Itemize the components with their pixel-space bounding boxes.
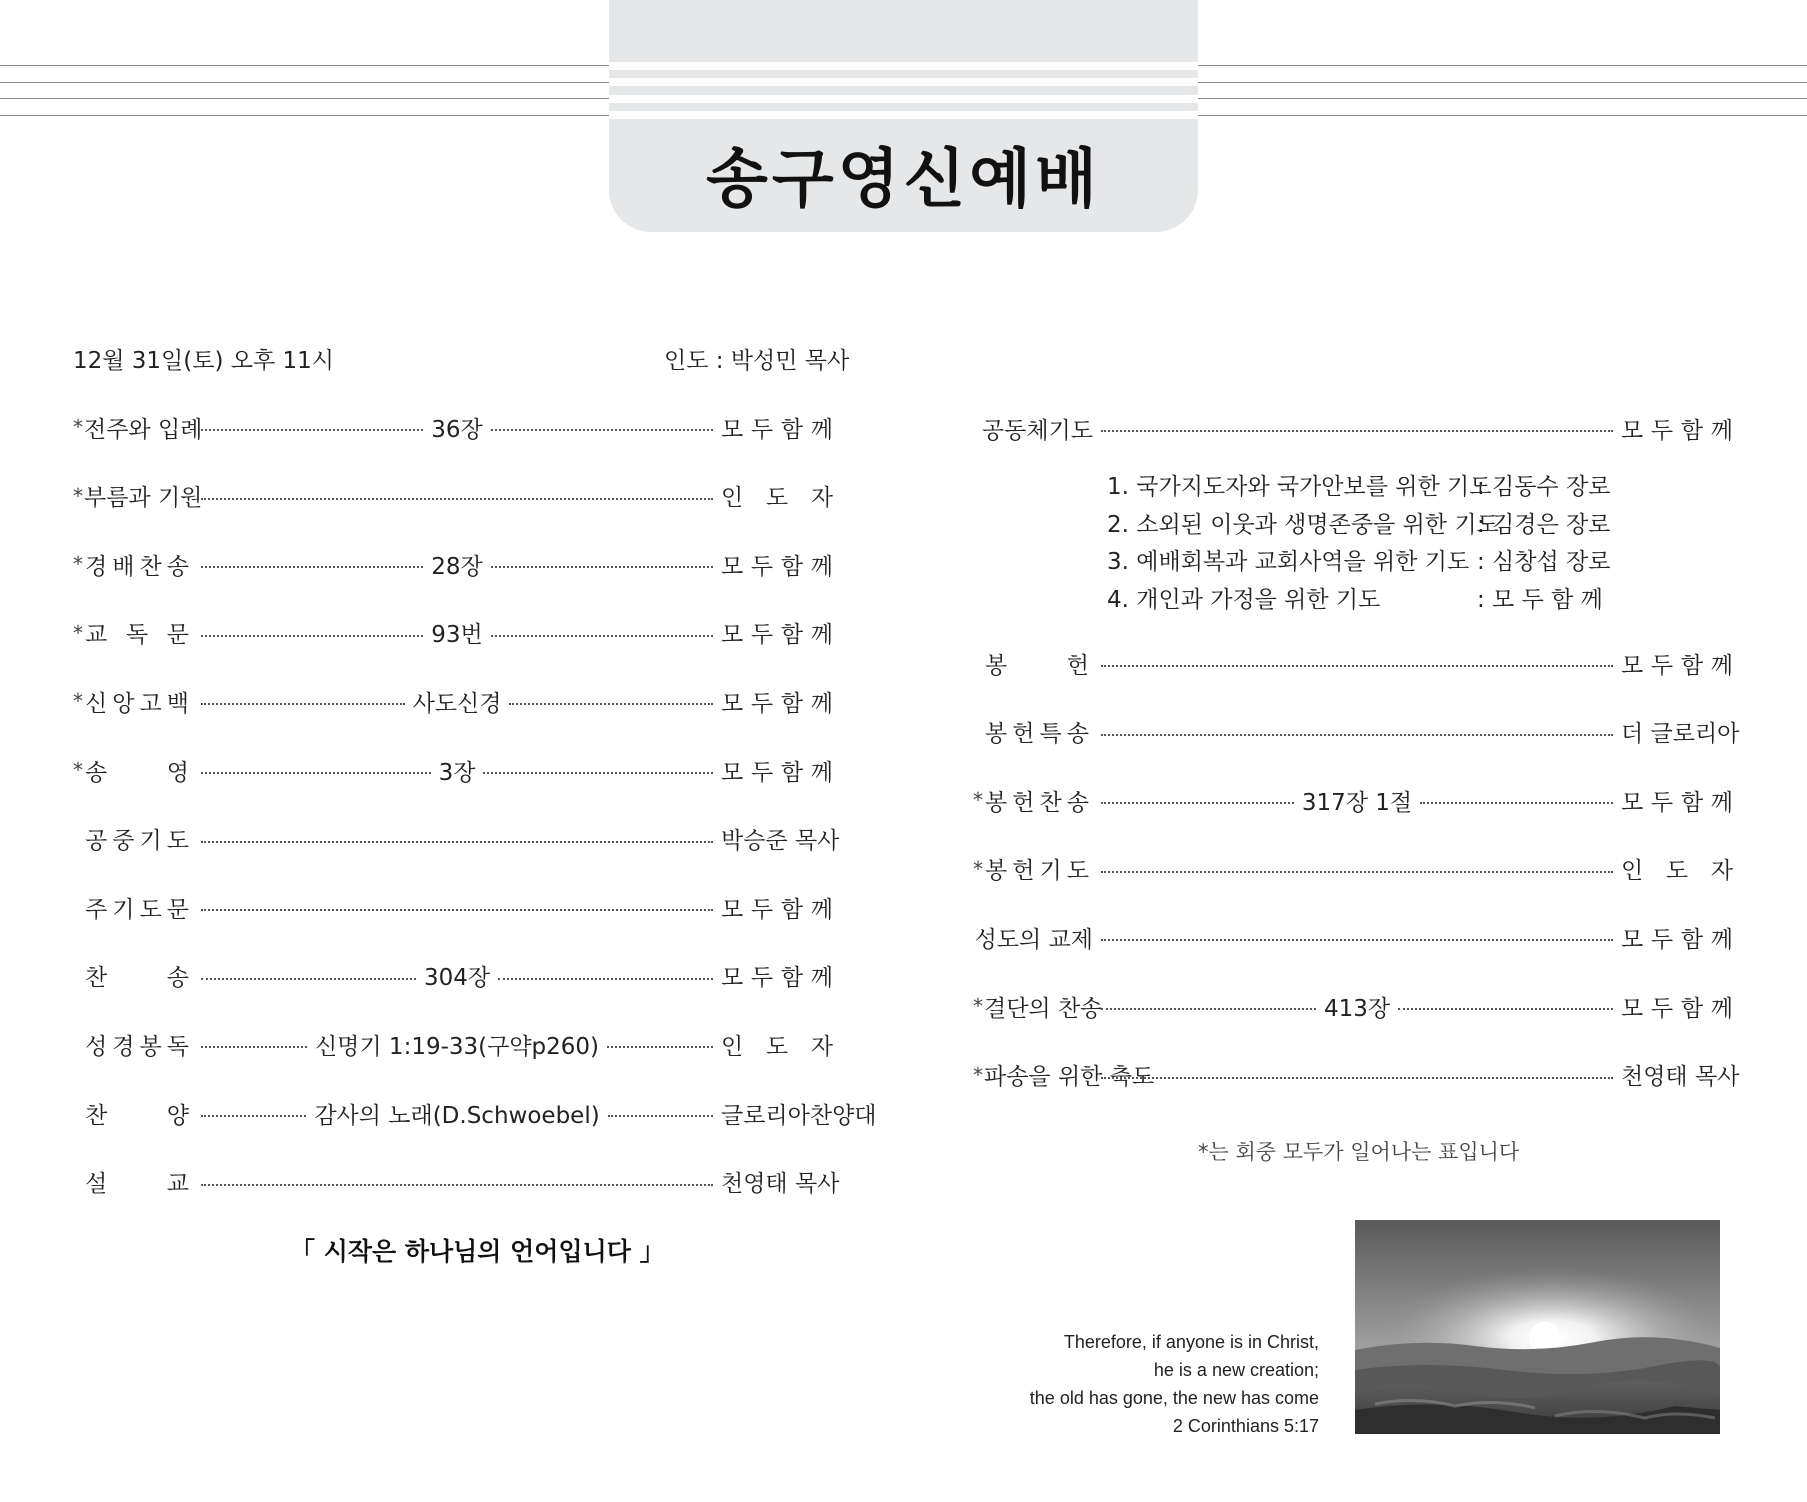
- leader-dots: [201, 841, 713, 843]
- item-label-text: [84, 479, 202, 512]
- order-item: [973, 715, 1740, 749]
- item-performer: [1621, 921, 1733, 954]
- item-label-text: [85, 891, 189, 924]
- leader-dots: [201, 772, 431, 774]
- item-performer: [721, 616, 833, 649]
- label-char: 찬: [85, 965, 108, 992]
- performer-char: 도: [1665, 858, 1689, 885]
- label-char: 찬: [139, 553, 162, 580]
- item-label: [73, 754, 193, 787]
- motto: 「 시작은 하나님의 언어입니다 」: [290, 1237, 665, 1266]
- item-label: [973, 921, 1093, 954]
- label-char: 기: [112, 896, 135, 923]
- performer-char: 함: [1680, 652, 1704, 679]
- item-label: [73, 685, 193, 718]
- label-char: 경: [85, 553, 108, 580]
- label-char: 중: [112, 828, 135, 855]
- label-char: 고: [139, 690, 162, 717]
- label-char: 성: [85, 1033, 108, 1060]
- standing-marker: *: [73, 483, 83, 508]
- leader-dots: [509, 703, 713, 705]
- bible-verse: [1030, 1328, 1319, 1440]
- order-item: [973, 646, 1733, 680]
- item-label: [973, 412, 1093, 445]
- performer-char: 자: [810, 485, 833, 512]
- item-detail: 신명기 1:19-33(구약p260): [314, 1033, 600, 1060]
- label-char: 헌: [1012, 789, 1035, 816]
- item-label: [73, 959, 193, 992]
- performer-char: 께: [1710, 652, 1733, 679]
- label-char: 교: [85, 622, 108, 649]
- tab-stripe: [609, 95, 1198, 103]
- leader-dots: [1101, 734, 1613, 736]
- label-char: 성도의 교제: [974, 926, 1093, 953]
- item-performer: [1621, 715, 1740, 748]
- label-char: 도: [166, 828, 189, 855]
- order-item: [973, 989, 1733, 1023]
- label-char: 도: [139, 896, 162, 923]
- prayer-subitem: [1107, 506, 1611, 539]
- label-char: 봉: [985, 721, 1008, 748]
- standing-marker: *: [73, 689, 83, 714]
- item-label: [73, 1028, 193, 1061]
- verse-line: he is a new creation;: [1153, 1360, 1319, 1380]
- performer-char: 께: [810, 896, 833, 923]
- performer-char: 모: [1621, 417, 1644, 444]
- header-rule-left-1: [0, 65, 609, 66]
- order-item: [73, 753, 833, 787]
- item-label: [73, 616, 193, 649]
- leader-dots: [201, 1115, 306, 1117]
- prayer-subitem-text: 2. 소외된 이웃과 생명존중을 위한 기도: [1107, 512, 1499, 538]
- order-item: [973, 1058, 1740, 1092]
- label-char: 봉: [985, 858, 1008, 885]
- item-label: [973, 715, 1093, 748]
- item-label-text: [85, 822, 189, 855]
- performer-char: 천영태 목사: [721, 1171, 840, 1198]
- item-performer: [721, 1028, 833, 1061]
- header-rule-left-3: [0, 98, 609, 99]
- leader-dots: [201, 978, 416, 980]
- leader-dots: [483, 772, 713, 774]
- item-detail: 사도신경: [412, 690, 502, 717]
- order-item: [73, 1096, 877, 1130]
- leader-dots: [1398, 1008, 1613, 1010]
- leader-dots: [608, 1115, 713, 1117]
- order-item: [973, 411, 1733, 445]
- item-label-text: [985, 784, 1089, 817]
- order-item: [973, 783, 1733, 817]
- item-label-text: [984, 990, 1102, 1023]
- label-char: 전주와 입례: [84, 416, 203, 443]
- performer-char: 께: [1710, 789, 1733, 816]
- item-performer: [721, 891, 833, 924]
- label-char: 앙: [112, 690, 135, 717]
- prayer-subitem-text: 3. 예배회복과 교회사역을 위한 기도: [1107, 549, 1470, 575]
- standing-marker: *: [973, 856, 983, 881]
- item-label-text: [985, 715, 1089, 748]
- item-detail: 36장: [431, 416, 483, 443]
- item-label-text: [975, 921, 1093, 954]
- performer-char: 두: [750, 416, 774, 443]
- item-detail: 304장: [423, 965, 491, 992]
- label-char: 독: [166, 1033, 189, 1060]
- order-item: [73, 616, 833, 650]
- item-label: [973, 784, 1093, 817]
- item-label: [973, 1058, 1155, 1091]
- label-char: 봉: [139, 1033, 162, 1060]
- leader: 인도 : 박성민 목사: [664, 348, 850, 374]
- item-label-text: [985, 852, 1089, 885]
- date-time: 12월 31일(토) 오후 11시: [73, 348, 334, 374]
- item-performer: [721, 411, 833, 444]
- label-char: 찬: [1039, 789, 1062, 816]
- performer-char: 두: [1650, 652, 1674, 679]
- performer-char: 글로리아찬양대: [721, 1102, 877, 1129]
- label-char: 신: [85, 690, 108, 717]
- item-performer: [721, 754, 833, 787]
- label-char: 송: [85, 759, 108, 786]
- prayer-subitem-text: 1. 국가지도자와 국가안보를 위한 기도: [1107, 474, 1492, 500]
- page-title: 송구영신예배: [706, 143, 1101, 217]
- leader-dots: [607, 1046, 713, 1048]
- standing-marker: *: [973, 1062, 983, 1087]
- label-char: 송: [166, 965, 189, 992]
- performer-char: 두: [1650, 995, 1674, 1022]
- item-detail: 317장 1절: [1301, 789, 1413, 816]
- leader-dots: [201, 635, 423, 637]
- leader-dots: [201, 703, 405, 705]
- performer-char: 두: [1650, 417, 1674, 444]
- label-char: 파송을 위한 축도: [984, 1064, 1155, 1091]
- prayer-subitem: [1107, 543, 1611, 576]
- item-label-text: [85, 616, 189, 649]
- item-label: [73, 822, 193, 855]
- performer-char: 두: [1650, 926, 1674, 953]
- performer-char: 도: [765, 1033, 789, 1060]
- performer-char: 함: [1680, 926, 1704, 953]
- item-detail: 3장: [438, 759, 476, 786]
- prayer-subitem-person: : 심창섭 장로: [1477, 549, 1611, 575]
- verse-reference: 2 Corinthians 5:17: [1172, 1416, 1319, 1436]
- performer-char: 두: [750, 759, 774, 786]
- order-item: [73, 684, 833, 718]
- header-rule-right-3: [1198, 98, 1807, 99]
- performer-char: 모: [721, 896, 744, 923]
- label-char: 기: [1039, 858, 1062, 885]
- item-label: [73, 1165, 193, 1198]
- performer-char: 인: [721, 485, 744, 512]
- standing-note: *는 회중 모두가 일어나는 표입니다: [1198, 1140, 1520, 1164]
- performer-char: 두: [1650, 789, 1674, 816]
- performer-char: 함: [780, 965, 804, 992]
- order-item: [973, 920, 1733, 954]
- header-rule-left-2: [0, 82, 609, 83]
- performer-char: 도: [765, 485, 789, 512]
- item-performer: [721, 548, 833, 581]
- leader-dots: [1101, 871, 1613, 873]
- label-char: 문: [166, 622, 189, 649]
- item-label-text: [85, 754, 189, 787]
- performer-char: 인: [1621, 858, 1644, 885]
- performer-char: 모: [1621, 995, 1644, 1022]
- leader-dots: [1101, 802, 1294, 804]
- performer-char: 두: [750, 965, 774, 992]
- leader-dots: [491, 635, 713, 637]
- header-rule-right-1: [1198, 65, 1807, 66]
- item-detail: 28장: [431, 553, 483, 580]
- item-label: [73, 411, 203, 444]
- leader-dots: [1101, 939, 1613, 941]
- item-label-text: [982, 412, 1093, 445]
- performer-char: 께: [810, 759, 833, 786]
- leader-dots: [201, 1184, 713, 1186]
- performer-char: 두: [750, 690, 774, 717]
- tab-stripe: [609, 62, 1198, 70]
- label-char: 양: [166, 1102, 189, 1129]
- performer-char: 자: [1710, 858, 1733, 885]
- label-char: 봉: [985, 789, 1008, 816]
- label-char: 찬: [85, 1102, 108, 1129]
- label-char: 헌: [1012, 721, 1035, 748]
- leader-dots: [498, 978, 713, 980]
- performer-char: 인: [721, 1033, 744, 1060]
- item-detail: 감사의 노래(D.Schwoebel): [314, 1102, 600, 1129]
- item-performer: [721, 479, 833, 512]
- performer-char: 모: [721, 553, 744, 580]
- standing-marker: *: [73, 758, 83, 782]
- label-char: 문: [166, 896, 189, 923]
- performer-char: 함: [1680, 417, 1704, 444]
- performer-char: 더 글로리아: [1621, 721, 1740, 748]
- label-char: 공동체기도: [981, 417, 1093, 444]
- performer-char: 천영태 목사: [1621, 1064, 1740, 1091]
- sunrise-photo: [1355, 1220, 1720, 1434]
- order-item: [73, 822, 840, 856]
- label-char: 교: [166, 1171, 189, 1198]
- prayer-subitem-person: : 김경은 장로: [1477, 512, 1611, 538]
- performer-char: 모: [721, 690, 744, 717]
- leader-dots: [1101, 665, 1613, 667]
- leader-dots: [1101, 430, 1613, 432]
- performer-char: 모: [721, 622, 744, 649]
- leader-dots: [1101, 1008, 1316, 1010]
- item-performer: [1621, 990, 1733, 1023]
- performer-char: 께: [810, 690, 833, 717]
- prayer-subitem-text: 4. 개인과 가정을 위한 기도: [1107, 587, 1381, 613]
- item-performer: [1621, 647, 1733, 680]
- prayer-subitem-person: : 모 두 함 께: [1477, 587, 1603, 613]
- label-char: 백: [166, 690, 189, 717]
- leader-dots: [201, 498, 713, 500]
- leader-dots: [201, 566, 423, 568]
- order-item: [73, 1165, 840, 1199]
- standing-marker: *: [73, 415, 83, 439]
- label-char: 봉: [985, 652, 1008, 679]
- performer-char: 께: [810, 553, 833, 580]
- order-item: [73, 547, 833, 581]
- performer-char: 께: [810, 622, 833, 649]
- leader-dots: [201, 429, 423, 431]
- label-char: 헌: [1066, 652, 1089, 679]
- performer-char: 함: [780, 896, 804, 923]
- item-performer: [721, 1165, 840, 1198]
- label-char: 헌: [1012, 858, 1035, 885]
- item-label: [73, 891, 193, 924]
- performer-char: 함: [780, 553, 804, 580]
- label-char: 독: [125, 622, 149, 649]
- header-rule-right-4: [1198, 115, 1807, 116]
- label-char: 송: [166, 553, 189, 580]
- leader-dots: [1101, 1077, 1613, 1079]
- item-performer: [721, 1097, 877, 1130]
- leader-dots: [491, 429, 713, 431]
- label-char: 주: [85, 896, 108, 923]
- performer-char: 모: [721, 965, 744, 992]
- item-performer: [1621, 412, 1733, 445]
- performer-char: 께: [810, 965, 833, 992]
- performer-char: 모: [1621, 926, 1644, 953]
- header-rule-right-2: [1198, 82, 1807, 83]
- item-label: [73, 548, 193, 581]
- performer-char: 두: [750, 896, 774, 923]
- item-detail: 93번: [431, 622, 483, 649]
- item-performer: [1621, 1058, 1740, 1091]
- item-label-text: [85, 1028, 189, 1061]
- label-char: 특: [1039, 721, 1062, 748]
- item-label: [973, 647, 1093, 680]
- performer-char: 께: [1710, 926, 1733, 953]
- standing-marker: *: [73, 552, 83, 577]
- performer-char: 모: [1621, 652, 1644, 679]
- label-char: 도: [1066, 858, 1089, 885]
- item-performer: [721, 959, 833, 992]
- header-rule-left-4: [0, 115, 609, 116]
- label-char: 부름과 기원: [84, 485, 203, 512]
- item-label-text: [985, 647, 1089, 680]
- performer-char: 박승준 목사: [721, 828, 840, 855]
- performer-char: 함: [780, 622, 804, 649]
- item-label-text: [85, 685, 189, 718]
- prayer-subitem: [1107, 468, 1611, 501]
- leader-dots: [1420, 802, 1613, 804]
- prayer-subitem-person: : 김동수 장로: [1477, 474, 1611, 500]
- label-char: 송: [1066, 789, 1089, 816]
- label-char: 공: [85, 828, 108, 855]
- performer-char: 함: [780, 759, 804, 786]
- item-performer: [1621, 784, 1733, 817]
- performer-char: 모: [1621, 789, 1644, 816]
- label-char: 송: [1066, 721, 1089, 748]
- performer-char: 두: [750, 553, 774, 580]
- standing-marker: *: [973, 994, 983, 1018]
- performer-char: 께: [1710, 417, 1733, 444]
- order-item: [73, 479, 833, 513]
- item-label: [973, 852, 1093, 885]
- performer-char: 함: [780, 416, 804, 443]
- item-label-text: [85, 1097, 189, 1130]
- order-item: [973, 852, 1733, 886]
- item-performer: [721, 685, 833, 718]
- performer-char: 께: [810, 416, 833, 443]
- label-char: 배: [112, 553, 135, 580]
- item-label: [73, 1097, 193, 1130]
- order-item: [73, 890, 833, 924]
- order-item: [73, 1027, 833, 1061]
- standing-marker: *: [73, 620, 83, 645]
- performer-char: 모: [721, 416, 744, 443]
- tab-stripe: [609, 78, 1198, 86]
- leader-dots: [201, 909, 713, 911]
- performer-char: 자: [810, 1033, 833, 1060]
- standing-marker: *: [973, 788, 983, 813]
- performer-char: 함: [1680, 789, 1704, 816]
- item-label-text: [85, 1165, 189, 1198]
- leader-dots: [201, 1046, 307, 1048]
- label-char: 설: [85, 1171, 108, 1198]
- performer-char: 모: [721, 759, 744, 786]
- tab-stripe: [609, 111, 1198, 119]
- verse-line: Therefore, if anyone is in Christ,: [1063, 1332, 1319, 1352]
- item-label-text: [984, 1058, 1154, 1091]
- performer-char: 함: [1680, 995, 1704, 1022]
- order-item: [73, 410, 833, 444]
- item-label: [73, 479, 203, 512]
- leader-dots: [491, 566, 713, 568]
- label-char: 영: [166, 759, 189, 786]
- prayer-subitem: [1107, 581, 1603, 614]
- order-item: [73, 959, 833, 993]
- performer-char: 두: [750, 622, 774, 649]
- item-label: [973, 990, 1103, 1023]
- label-char: 기: [139, 828, 162, 855]
- verse-line: the old has gone, the new has come: [1029, 1388, 1319, 1408]
- item-label-text: [84, 411, 202, 444]
- item-performer: [721, 822, 840, 855]
- label-char: 경: [112, 1033, 135, 1060]
- item-label-text: [85, 959, 189, 992]
- item-detail: 413장: [1323, 995, 1391, 1022]
- performer-char: 께: [1710, 995, 1733, 1022]
- performer-char: 함: [780, 690, 804, 717]
- item-label-text: [85, 548, 189, 581]
- item-performer: [1621, 852, 1733, 885]
- label-char: 결단의 찬송: [984, 995, 1103, 1022]
